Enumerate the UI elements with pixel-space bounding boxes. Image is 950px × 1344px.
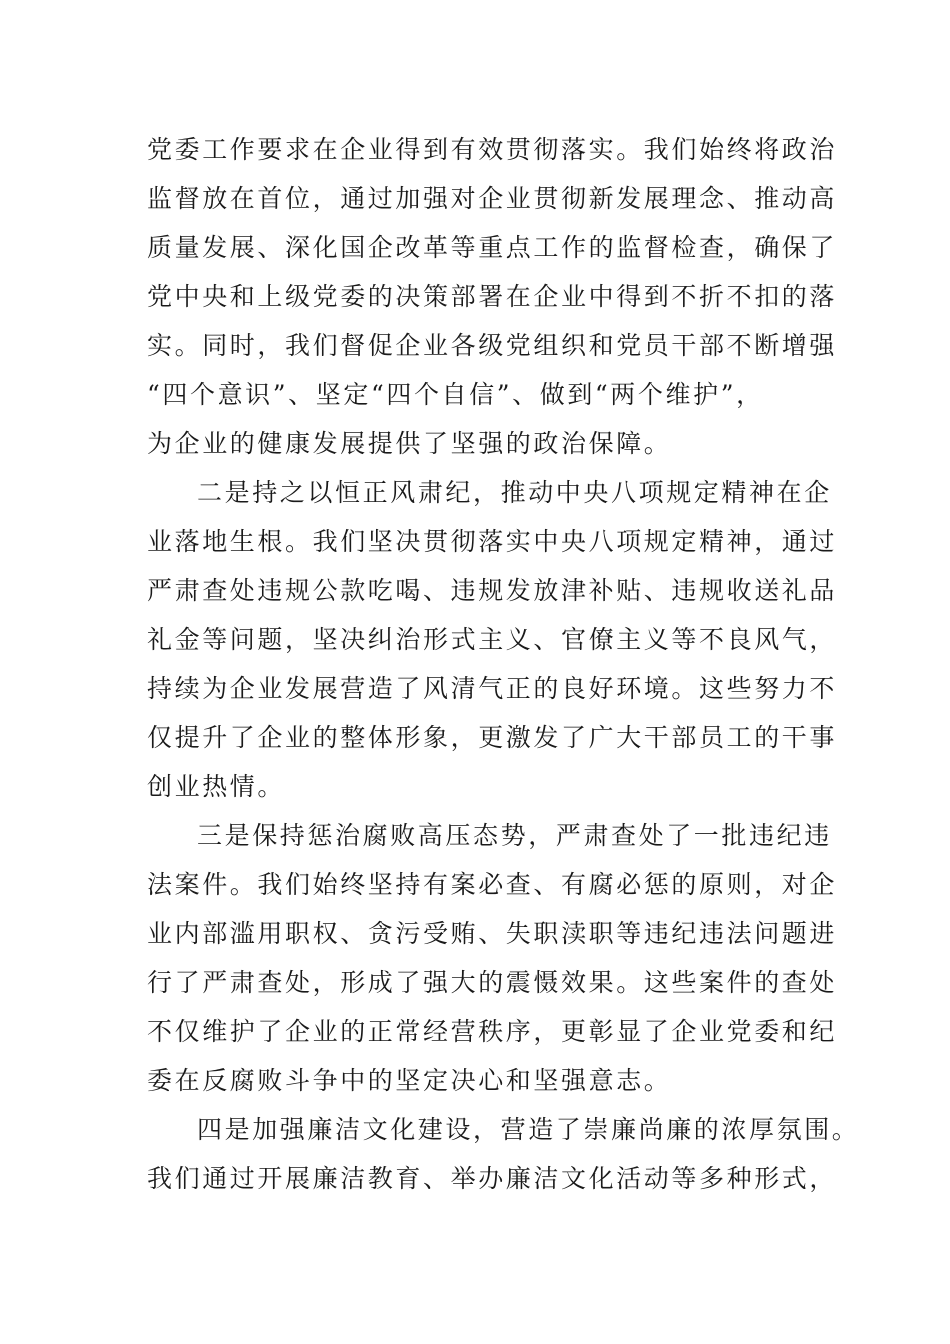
text-line: 仅提升了企业的整体形象，更激发了广大干部员工的干事 xyxy=(147,723,838,752)
text-line: 监督放在首位，通过加强对企业贯彻新发展理念、推动高 xyxy=(147,184,838,213)
paragraph-start-line: 四是加强廉洁文化建设，营造了崇廉尚廉的浓厚氛围。 xyxy=(197,1115,860,1144)
text-line: 礼金等问题，坚决纠治形式主义、官僚主义等不良风气， xyxy=(147,625,838,654)
text-line: 党中央和上级党委的决策部署在企业中得到不折不扣的落 xyxy=(147,282,838,311)
text-line: 党委工作要求在企业得到有效贯彻落实。我们始终将政治 xyxy=(147,135,838,164)
text-line: 业内部滥用职权、贪污受贿、失职渎职等违纪违法问题进 xyxy=(147,919,838,948)
text-line: 我们通过开展廉洁教育、举办廉洁文化活动等多种形式， xyxy=(147,1164,838,1193)
text-line: 质量发展、深化国企改革等重点工作的监督检查，确保了 xyxy=(147,233,838,262)
text-line: 不仅维护了企业的正常经营秩序，更彰显了企业党委和纪 xyxy=(147,1017,838,1046)
text-line: 委在反腐败斗争中的坚定决心和坚强意志。 xyxy=(147,1066,672,1095)
text-line: 为企业的健康发展提供了坚强的政治保障。 xyxy=(147,429,672,458)
text-line: 实。同时，我们督促企业各级党组织和党员干部不断增强 xyxy=(147,331,838,360)
text-line: 业落地生根。我们坚决贯彻落实中央八项规定精神，通过 xyxy=(147,527,838,556)
paragraph-start-line: 三是保持惩治腐败高压态势，严肃查处了一批违纪违 xyxy=(197,821,832,850)
text-line: 法案件。我们始终坚持有案必查、有腐必惩的原则，对企 xyxy=(147,870,838,899)
text-line: 持续为企业发展营造了风清气正的良好环境。这些努力不 xyxy=(147,674,838,703)
text-line: 行了严肃查处，形成了强大的震慑效果。这些案件的查处 xyxy=(147,968,838,997)
paragraph-start-line: 二是持之以恒正风肃纪，推动中央八项规定精神在企 xyxy=(197,478,832,507)
text-line: “四个意识”、坚定“四个自信”、做到“两个维护”， xyxy=(147,380,764,409)
text-line: 创业热情。 xyxy=(147,772,286,801)
text-line: 严肃查处违规公款吃喝、违规发放津补贴、违规收送礼品 xyxy=(147,576,838,605)
